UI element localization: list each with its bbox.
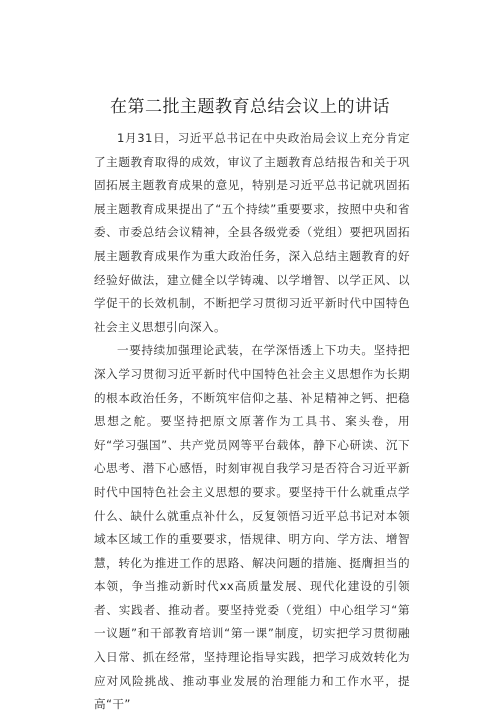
document-body xyxy=(94,127,410,717)
document-title: 在第二批主题教育总结会议上的讲话 xyxy=(110,97,390,117)
paragraph-2: 一要持续加强理论武装，在学深悟透上下功夫。坚持把深入学习贯彻习近平新时代中国特色社会主义思想作为长期的根本政治任务，不断筑牢信仰之基、补足精神之钙、把稳思想之舵。要坚持把原文原著作为工具书、案头卷，用好“学习强国”、共产党员网等平台载体，静下心研读、沉下心思考、潜下心感悟，时刻审视自我学习是否符合习近平新时代中国特色社会主义思想的要求。要坚持干什么就重点学什么、缺什么就重点补什么，反复领悟习近平总书记对本领域本区域工作的重要要求，悟规律、明方向、学方法、增智慧，转化为推进工作的思路、解决问题的措施、挺膺担当的本领，争当推动新时代xx高质量发展、现代化建设的引领者、实践者、推动者。要坚持党委（党组）中心组学习“第一议题”和干部教育培训“第一课”制度，切实把学习贯彻融入日常、抓在经常，坚持理论指导实践，把学习成效转化为应对风险挑战、推动事业发展的治理能力和工作水平，提高“干” xyxy=(94,343,410,712)
paragraph-1: 1月31日，习近平总书记在中央政治局会议上充分肯定了主题教育取得的成效，审议了主题教育总结报告和关于巩固拓展主题教育成果的意见，特别是习近平总书记就巩固拓展主题教育成果提出了“五个持续”重要要求，按照中央和省委、市委总结会议精神，全县各级党委（党组）要把巩固拓展主题教育成果作为重大政治任务，深入总结主题教育的好经验好做法，建立健全以学铸魂、以学增智、以学正风、以学促干的长效机制，不断把学习贯彻习近平新时代中国特色社会主义思想引向深入。 xyxy=(94,131,410,334)
